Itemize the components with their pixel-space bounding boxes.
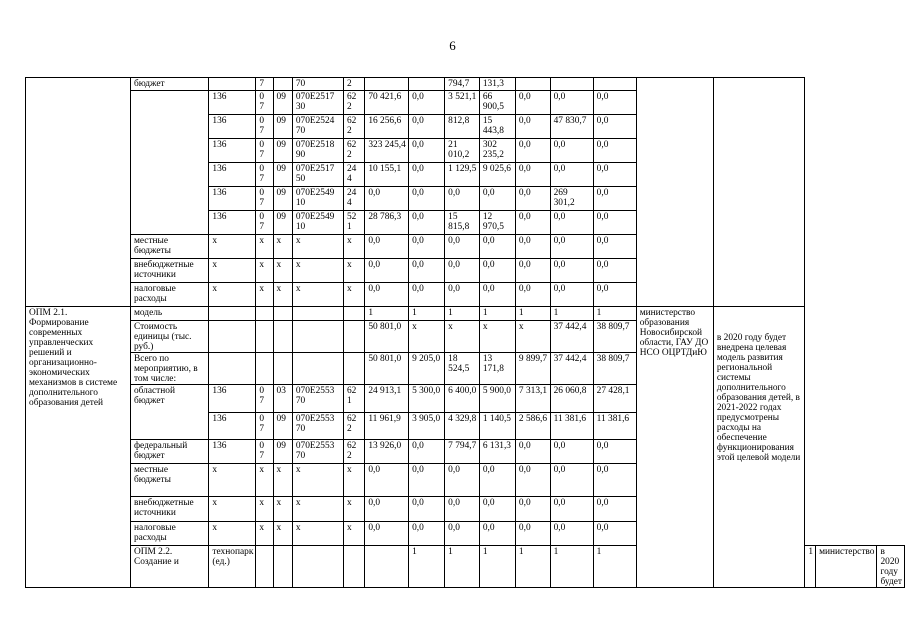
table-cell: 0,0 — [365, 283, 409, 307]
table-cell: 070E2518 90 — [292, 139, 343, 163]
table-cell: x — [343, 283, 364, 307]
table-cell: 0,0 — [515, 139, 550, 163]
table-cell: 0,0 — [593, 259, 636, 283]
table-cell — [343, 353, 364, 385]
table-cell: 0,0 — [409, 91, 445, 115]
table-cell: 26 060,8 — [550, 385, 593, 413]
table-cell: 136 — [209, 211, 256, 235]
table-cell: 0,0 — [550, 440, 593, 464]
table-cell: 37 442,4 — [550, 321, 593, 353]
table-row — [26, 307, 905, 321]
table-cell: 0,0 — [593, 163, 636, 187]
table-cell: 0,0 — [515, 497, 550, 522]
table-cell: 0,0 — [479, 235, 515, 259]
table-cell — [713, 78, 805, 307]
table-cell: министерство образования Новосибирской области, ГАУ ДО НСО ОЦРТДиЮ — [636, 307, 713, 588]
table-cell: 0,0 — [409, 440, 445, 464]
table-cell: 136 — [209, 91, 256, 115]
table-cell: x — [256, 235, 273, 259]
table-cell: 3 905,0 — [409, 413, 445, 440]
table-cell: ОПМ 2.1. Формирование современных управленческих решений и организационно-экономических механизмов в системе дополнительного образования детей — [26, 307, 131, 588]
table-cell — [256, 321, 273, 353]
table-cell: 0,0 — [515, 259, 550, 283]
table-cell — [273, 546, 292, 588]
table-cell: модель — [130, 307, 208, 321]
table-cell: 09 — [273, 139, 292, 163]
table-cell: x — [209, 497, 256, 522]
table-cell: x — [343, 497, 364, 522]
table-cell: 62 2 — [343, 115, 364, 139]
table-cell — [26, 78, 131, 307]
table-cell: 131,3 — [479, 78, 515, 91]
table-cell: 0,0 — [409, 464, 445, 497]
table-cell: x — [256, 497, 273, 522]
table-cell: 269 301,2 — [550, 187, 593, 211]
table-cell — [409, 78, 445, 91]
table-cell: 09 — [273, 187, 292, 211]
table-cell: 62 1 — [343, 385, 364, 413]
table-cell: 09 — [273, 413, 292, 440]
table-cell: 070E2549 10 — [292, 187, 343, 211]
table-cell — [209, 321, 256, 353]
table-cell — [292, 353, 343, 385]
table-cell: Стоимость единицы (тыс. руб.) — [130, 321, 208, 353]
table-cell: 09 — [273, 211, 292, 235]
table-cell: 1 129,5 — [445, 163, 480, 187]
table-cell: 28 786,3 — [365, 211, 409, 235]
table-cell: 070E2553 70 — [292, 385, 343, 413]
table-cell: 0,0 — [365, 522, 409, 546]
table-cell: x — [273, 259, 292, 283]
table-cell: x — [209, 235, 256, 259]
table-cell: 0,0 — [550, 139, 593, 163]
table-cell: x — [273, 522, 292, 546]
table-cell: 0,0 — [515, 522, 550, 546]
table-cell: 0,0 — [593, 522, 636, 546]
table-cell: 0,0 — [593, 235, 636, 259]
table-cell: 1 — [445, 307, 480, 321]
table-cell: 0,0 — [445, 283, 480, 307]
table-cell — [550, 78, 593, 91]
table-cell: 0 7 — [256, 385, 273, 413]
table-cell: 070E2517 50 — [292, 163, 343, 187]
table-cell: 0,0 — [479, 283, 515, 307]
table-cell: 1 — [550, 307, 593, 321]
table-cell: 070E2553 70 — [292, 413, 343, 440]
table-cell: 0,0 — [593, 91, 636, 115]
table-cell: 7 794,7 — [445, 440, 480, 464]
table-cell: 09 — [273, 163, 292, 187]
table-cell: 9 205,0 — [409, 353, 445, 385]
table-cell: технопарк (ед.) — [209, 546, 256, 588]
table-cell — [365, 78, 409, 91]
table-cell: министерство — [816, 546, 877, 588]
table-cell: 50 801,0 — [365, 353, 409, 385]
table-cell: 136 — [209, 413, 256, 440]
table-cell: 0,0 — [409, 522, 445, 546]
table-cell — [273, 307, 292, 321]
table-cell: 136 — [209, 139, 256, 163]
table-cell: 0,0 — [593, 139, 636, 163]
table-cell: 13 171,8 — [479, 353, 515, 385]
table-row — [26, 78, 905, 91]
table-cell: 10 155,1 — [365, 163, 409, 187]
table-cell: 7 — [256, 78, 273, 91]
table-cell: 09 — [273, 440, 292, 464]
table-cell: 136 — [209, 385, 256, 413]
table-cell: 15 443,8 — [479, 115, 515, 139]
table-cell: x — [292, 522, 343, 546]
table-cell — [273, 78, 292, 91]
table-cell: 5 900,0 — [479, 385, 515, 413]
table-cell: 0,0 — [515, 163, 550, 187]
table-cell: 0,0 — [445, 187, 480, 211]
table-cell: 0,0 — [593, 283, 636, 307]
table-cell: 13 926,0 — [365, 440, 409, 464]
table-cell: федеральный бюджет — [130, 440, 208, 464]
table-cell: 6 400,0 — [445, 385, 480, 413]
table-cell: налоговые расходы — [130, 522, 208, 546]
table-cell: 0,0 — [479, 522, 515, 546]
table-cell: 2 586,6 — [515, 413, 550, 440]
table-cell: 0,0 — [550, 283, 593, 307]
table-cell: x — [343, 522, 364, 546]
table-cell: 09 — [273, 115, 292, 139]
table-cell: 47 830,7 — [550, 115, 593, 139]
table-cell — [256, 353, 273, 385]
table-cell: 0,0 — [365, 259, 409, 283]
table-cell: внебюджетные источники — [130, 497, 208, 522]
table-cell: 70 421,6 — [365, 91, 409, 115]
table-cell: 0,0 — [550, 211, 593, 235]
table-cell: 0,0 — [409, 283, 445, 307]
table-cell: 1 — [515, 307, 550, 321]
table-cell: бюджет — [130, 78, 208, 91]
table-cell: 136 — [209, 440, 256, 464]
table-cell: 24 4 — [343, 163, 364, 187]
table-cell: 070E2517 30 — [292, 91, 343, 115]
table-cell: x — [256, 522, 273, 546]
table-cell: 1 — [409, 307, 445, 321]
table-cell: 0 7 — [256, 163, 273, 187]
table-cell: 0,0 — [515, 283, 550, 307]
table-cell: 11 381,6 — [593, 413, 636, 440]
table-cell: 11 381,6 — [550, 413, 593, 440]
table-cell: x — [292, 464, 343, 497]
table-cell: x — [292, 497, 343, 522]
table-cell: 0,0 — [409, 163, 445, 187]
table-cell: 0 7 — [256, 211, 273, 235]
table-cell: 1 — [409, 546, 445, 588]
table-cell: 0,0 — [593, 187, 636, 211]
table-cell: 0,0 — [365, 235, 409, 259]
table-cell: 0,0 — [445, 259, 480, 283]
table-cell: x — [292, 235, 343, 259]
table-cell: 50 801,0 — [365, 321, 409, 353]
table-cell: 38 809,7 — [593, 321, 636, 353]
table-cell: 0,0 — [479, 259, 515, 283]
table-cell: x — [273, 464, 292, 497]
table-cell: 0,0 — [515, 464, 550, 497]
table-cell: x — [292, 283, 343, 307]
table-cell: x — [409, 321, 445, 353]
table-cell: 0 7 — [256, 187, 273, 211]
table-cell: в 2020 году будет внедрена целевая модель развития региональной системы дополнительного образования детей, в 2021-2022 годах предусмотрены расходы на обеспечение функционирования этой целевой модели — [713, 307, 805, 588]
table-cell: 5 300,0 — [409, 385, 445, 413]
table-cell: 15 815,8 — [445, 211, 480, 235]
table-cell: 6 131,3 — [479, 440, 515, 464]
table-cell: x — [515, 321, 550, 353]
table-cell: x — [343, 235, 364, 259]
table-cell — [209, 307, 256, 321]
table-cell: 0,0 — [479, 464, 515, 497]
table-cell — [343, 307, 364, 321]
table-cell: 9 025,6 — [479, 163, 515, 187]
table-cell: 11 961,9 — [365, 413, 409, 440]
table-cell: 66 900,5 — [479, 91, 515, 115]
table-cell: налоговые расходы — [130, 283, 208, 307]
table-cell: 52 1 — [343, 211, 364, 235]
table-cell: x — [209, 283, 256, 307]
table-cell: 62 2 — [343, 139, 364, 163]
table-cell: 0 7 — [256, 139, 273, 163]
table-cell: x — [292, 259, 343, 283]
table-cell: 0,0 — [593, 115, 636, 139]
table-cell — [292, 321, 343, 353]
table-cell: 070E2524 70 — [292, 115, 343, 139]
table-cell: 0,0 — [515, 187, 550, 211]
table-cell: 1 — [365, 307, 409, 321]
table-cell: 0,0 — [550, 91, 593, 115]
table-cell: 62 2 — [343, 91, 364, 115]
table-cell: 16 256,6 — [365, 115, 409, 139]
table-cell — [256, 307, 273, 321]
table-cell — [209, 353, 256, 385]
table-cell: ОПМ 2.2. Создание и — [130, 546, 208, 588]
table-cell: x — [273, 235, 292, 259]
table-cell: 0,0 — [409, 187, 445, 211]
table-cell: 0,0 — [515, 115, 550, 139]
table-cell: x — [273, 283, 292, 307]
table-cell — [292, 546, 343, 588]
table-cell: 62 2 — [343, 440, 364, 464]
table-cell: 1 — [593, 307, 636, 321]
table-cell — [273, 321, 292, 353]
table-cell — [343, 546, 364, 588]
table-cell — [515, 78, 550, 91]
table-cell: Всего по мероприятию, в том числе: — [130, 353, 208, 385]
budget-table — [25, 77, 905, 588]
table-cell — [209, 78, 256, 91]
table-cell — [343, 321, 364, 353]
table-cell: 302 235,2 — [479, 139, 515, 163]
table-cell: 0,0 — [409, 139, 445, 163]
table-cell: 0,0 — [445, 235, 480, 259]
table-cell: 70 — [292, 78, 343, 91]
table-cell: 136 — [209, 187, 256, 211]
table-cell: 0,0 — [479, 497, 515, 522]
page-number: 6 — [449, 38, 456, 53]
table-cell: в 2020 году будет — [877, 546, 905, 588]
table-cell: 0,0 — [593, 211, 636, 235]
table-cell: 070E2549 10 — [292, 211, 343, 235]
table-cell: x — [273, 497, 292, 522]
table-cell: 0,0 — [409, 115, 445, 139]
table-cell — [273, 353, 292, 385]
table-cell: 0 7 — [256, 440, 273, 464]
table-cell: 0,0 — [550, 464, 593, 497]
table-cell: 0,0 — [445, 464, 480, 497]
table-cell: 0,0 — [365, 464, 409, 497]
table-cell: 1 — [515, 546, 550, 588]
table-cell: x — [209, 464, 256, 497]
table-cell: 0,0 — [550, 235, 593, 259]
table-cell: 9 899,7 — [515, 353, 550, 385]
table-cell: x — [256, 464, 273, 497]
table-cell: 0,0 — [479, 187, 515, 211]
table-cell: 2 — [343, 78, 364, 91]
table-cell: 1 — [805, 546, 816, 588]
table-cell: 0 7 — [256, 91, 273, 115]
table-cell: 0,0 — [445, 522, 480, 546]
table-cell: 323 245,4 — [365, 139, 409, 163]
table-cell: 0,0 — [550, 163, 593, 187]
table-cell: 62 2 — [343, 413, 364, 440]
table-cell: 0,0 — [409, 235, 445, 259]
table-cell: 0 7 — [256, 115, 273, 139]
table-cell: внебюджетные источники — [130, 259, 208, 283]
table-cell: 0,0 — [593, 497, 636, 522]
table-cell: x — [256, 283, 273, 307]
table-cell: 812,8 — [445, 115, 480, 139]
table-cell: 136 — [209, 163, 256, 187]
table-cell: 27 428,1 — [593, 385, 636, 413]
table-cell: x — [209, 522, 256, 546]
table-cell: x — [209, 259, 256, 283]
table-cell: 794,7 — [445, 78, 480, 91]
table-cell: 0,0 — [365, 187, 409, 211]
table-cell: 0,0 — [593, 464, 636, 497]
table-cell: x — [256, 259, 273, 283]
table-cell: 24 4 — [343, 187, 364, 211]
table-cell: 1 — [479, 546, 515, 588]
table-cell: 0,0 — [515, 211, 550, 235]
table-cell: 0,0 — [550, 497, 593, 522]
table-cell: 136 — [209, 115, 256, 139]
table-cell: 0,0 — [445, 497, 480, 522]
table-cell: 4 329,8 — [445, 413, 480, 440]
table-cell: x — [343, 259, 364, 283]
table-cell: местные бюджеты — [130, 464, 208, 497]
table-cell: 18 524,5 — [445, 353, 480, 385]
table-cell — [130, 91, 208, 235]
table-cell: 24 913,1 — [365, 385, 409, 413]
table-cell: 0,0 — [515, 91, 550, 115]
table-cell: 0,0 — [550, 259, 593, 283]
table-cell: x — [445, 321, 480, 353]
table-cell — [256, 546, 273, 588]
table-cell: 0,0 — [550, 522, 593, 546]
table-cell: 1 140,5 — [479, 413, 515, 440]
table-cell: 0,0 — [409, 259, 445, 283]
table-cell: 0,0 — [409, 497, 445, 522]
table-cell: 0 7 — [256, 413, 273, 440]
table-cell: x — [343, 464, 364, 497]
table-cell: 0,0 — [409, 211, 445, 235]
table-cell: 0,0 — [515, 440, 550, 464]
table-cell: 09 — [273, 91, 292, 115]
table-cell: 38 809,7 — [593, 353, 636, 385]
table-cell: 12 970,5 — [479, 211, 515, 235]
table-cell: 1 — [593, 546, 636, 588]
table-cell — [292, 307, 343, 321]
table-cell: 0,0 — [515, 235, 550, 259]
table-cell: 0,0 — [365, 497, 409, 522]
table-cell: 0,0 — [593, 440, 636, 464]
table-cell: 070E2553 70 — [292, 440, 343, 464]
table-cell: 3 521,1 — [445, 91, 480, 115]
table-cell — [636, 78, 713, 307]
table-cell — [365, 546, 409, 588]
table-cell: местные бюджеты — [130, 235, 208, 259]
table-cell: 03 — [273, 385, 292, 413]
table-cell: 7 313,1 — [515, 385, 550, 413]
table-cell: областной бюджет — [130, 385, 208, 440]
table-cell: 1 — [550, 546, 593, 588]
table-cell — [593, 78, 636, 91]
table-cell: 37 442,4 — [550, 353, 593, 385]
table-cell: 21 010,2 — [445, 139, 480, 163]
table-cell: 1 — [445, 546, 480, 588]
table-cell: 1 — [479, 307, 515, 321]
table-cell: x — [479, 321, 515, 353]
